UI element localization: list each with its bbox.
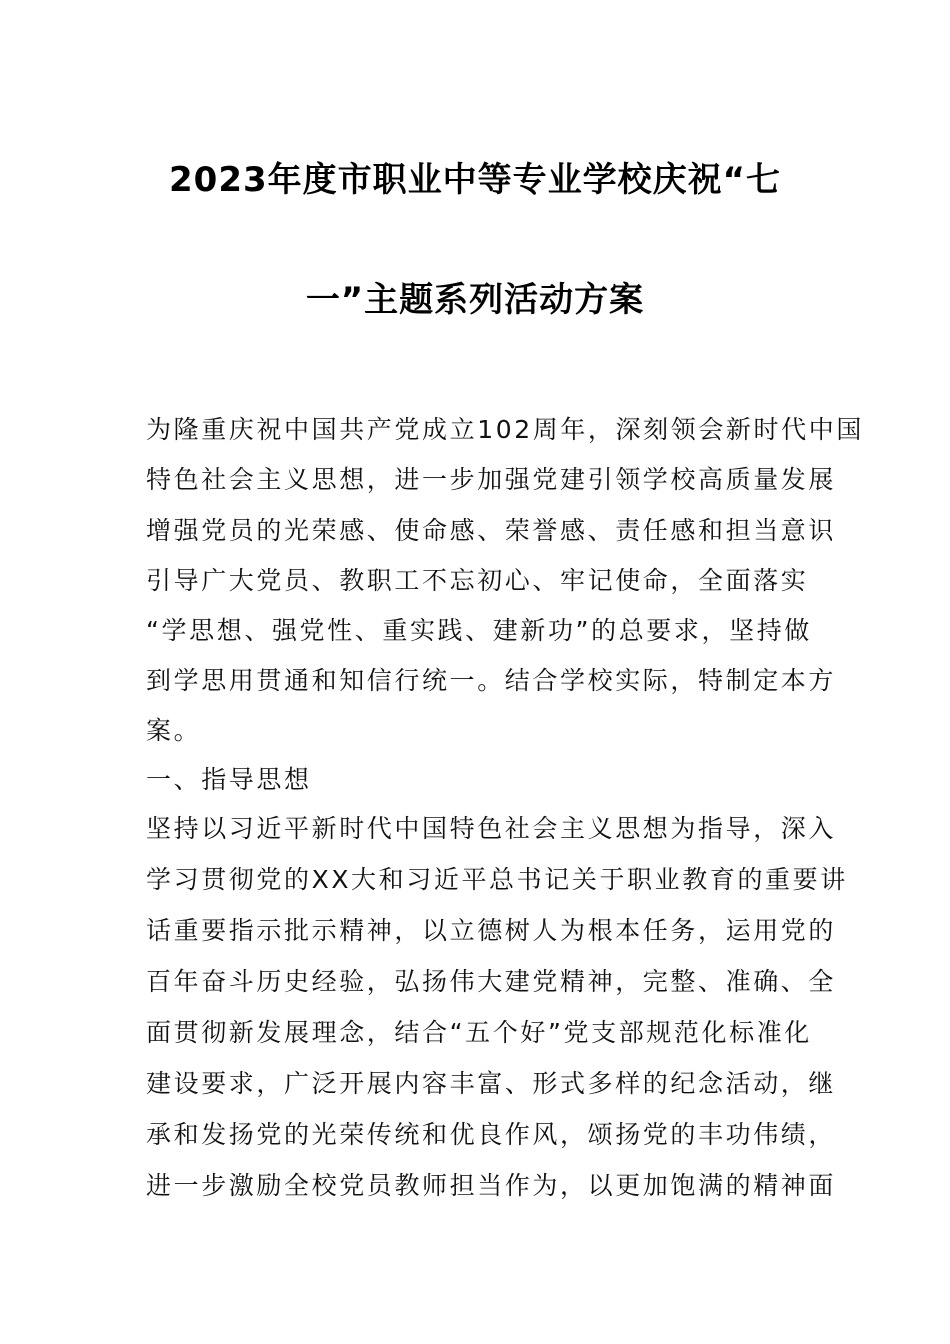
document-title-line-1: 2023年度市职业中等专业学校庆祝“七 <box>169 160 781 200</box>
body-line-10: 学习贯彻党的XX大和习近平总书记关于职业教育的重要讲 <box>146 865 848 894</box>
body-line-5: “学思想、强党性、重实践、建新功”的总要求，坚持做 <box>146 616 812 645</box>
body-line-1: 为隆重庆祝中国共产党成立102周年，深刻领会新时代中国 <box>146 415 864 444</box>
body-line-2: 特色社会主义思想，进一步加强党建引领学校高质量发展 <box>146 465 837 494</box>
section-heading-guiding-thought: 一、指导思想 <box>146 765 312 794</box>
body-line-12: 百年奋斗历史经验，弘扬伟大建党精神，完整、准确、全 <box>146 967 837 996</box>
body-line-11: 话重要指示批示精神，以立德树人为根本任务，运用党的 <box>146 916 837 945</box>
body-line-7: 案。 <box>146 716 202 745</box>
body-line-13: 面贯彻新发展理念，结合“五个好”党支部规范化标准化 <box>146 1018 812 1047</box>
body-line-14: 建设要求，广泛开展内容丰富、形式多样的纪念活动，继 <box>146 1069 837 1098</box>
body-line-9: 坚持以习近平新时代中国特色社会主义思想为指导，深入 <box>146 814 837 843</box>
body-line-15: 承和发扬党的光荣传统和优良作风，颂扬党的丰功伟绩， <box>146 1120 837 1149</box>
body-line-3: 增强党员的光荣感、使命感、荣誉感、责任感和担当意识 <box>146 516 837 545</box>
body-line-6: 到学思用贯通和知信行统一。结合学校实际，特制定本方 <box>146 666 837 695</box>
document-title-line-2: 一”主题系列活动方案 <box>305 280 645 320</box>
body-line-4: 引导广大党员、教职工不忘初心、牢记使命，全面落实 <box>146 566 809 595</box>
body-line-16: 进一步激励全校党员教师担当作为，以更加饱满的精神面 <box>146 1171 837 1200</box>
